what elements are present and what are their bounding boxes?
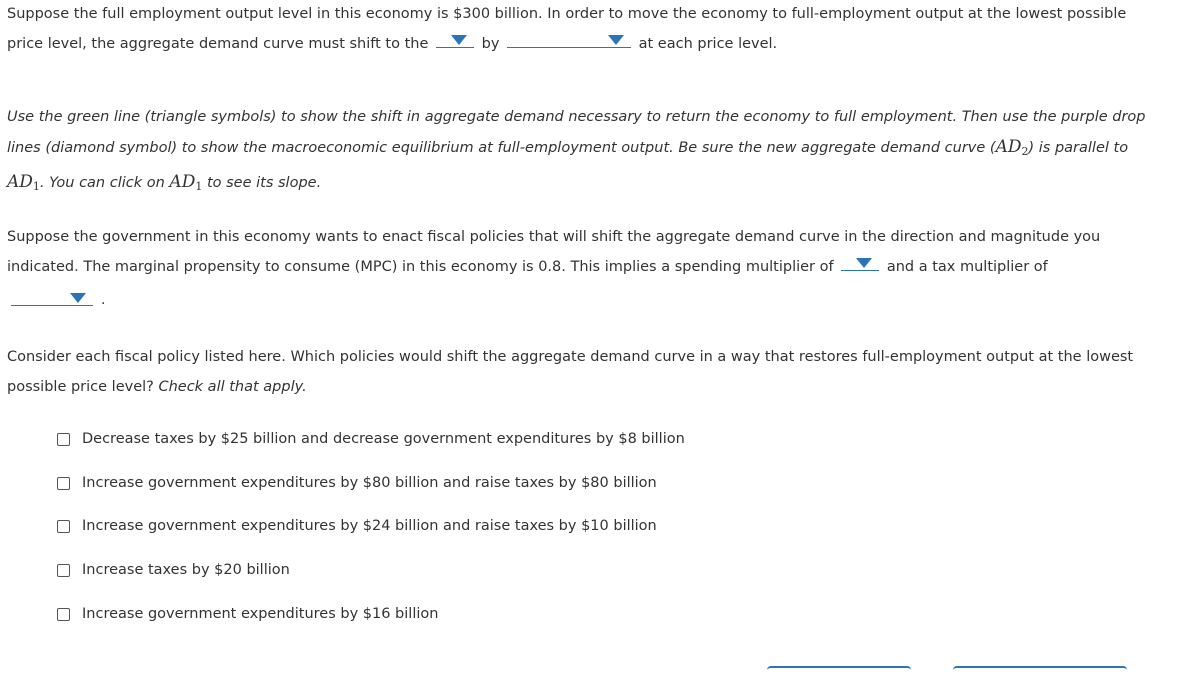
checkbox[interactable] — [57, 564, 70, 577]
policy-option-2[interactable]: Increase government expenditures by $80 billion and raise taxes by $80 billion — [57, 473, 657, 493]
checkbox[interactable] — [57, 477, 70, 490]
graph-instructions: Use the green line (triangle symbols) to show the shift in aggregate demand necessary to return the economy to full employment. Then use the purple drop lines (diamond symbol) to show the macroeconomic equilibrium at full-employment output. Be sure the new aggregate demand curve $(AD_2)$ is parallel to $AD_1$. You can click on $AD_1$ to see its slope. — [7, 109, 1146, 193]
policy-option-1[interactable]: Decrease taxes by $25 billion and decrease government expenditures by $8 billion — [57, 429, 685, 449]
ad2-symbol: $AD_2$ — [995, 137, 1029, 158]
action-button-2[interactable] — [953, 666, 1127, 678]
shift-direction-dropdown[interactable] — [436, 29, 474, 48]
action-button-1[interactable] — [767, 666, 911, 678]
chevron-down-icon — [451, 35, 467, 45]
checkbox[interactable] — [57, 608, 70, 621]
shift-amount-dropdown[interactable] — [507, 29, 631, 48]
chevron-down-icon — [608, 35, 624, 45]
chevron-down-icon — [70, 293, 86, 303]
policy-option-3[interactable]: Increase government expenditures by $24 billion and raise taxes by $10 billion — [57, 516, 657, 536]
chevron-down-icon — [856, 258, 872, 268]
question-multipliers: Suppose the government in this economy wants to enact fiscal policies that will shift the aggregate demand curve in the direction and magnitude you indicated. The marginal propensity to consume (MPC) in this economy is 0.8. This implies a spending multiplier of and a tax multiplier of — [7, 229, 1101, 275]
policy-option-4[interactable]: Increase taxes by $20 billion — [57, 560, 290, 580]
spending-multiplier-dropdown[interactable] — [841, 252, 879, 271]
question-fiscal-policies: Consider each fiscal policy listed here. Which policies would shift the aggregate demand curve in a way that restores full-employment output at the lowest possible price level? Check all that apply. — [7, 349, 1134, 395]
tax-multiplier-dropdown[interactable] — [11, 287, 93, 306]
checkbox[interactable] — [57, 433, 70, 446]
policy-option-5[interactable]: Increase government expenditures by $16 billion — [57, 604, 438, 624]
checkbox[interactable] — [57, 520, 70, 533]
ad1-symbol: $AD_1$ — [7, 172, 40, 193]
question-shift-direction: Suppose the full employment output level in this economy is $300 billion. In order to move the economy to full-employment output at the lowest possible price level, the aggregate demand curve must shift to the by at each price level. — [7, 6, 1127, 52]
ad1-symbol-link[interactable]: $AD_1$ — [169, 172, 203, 193]
